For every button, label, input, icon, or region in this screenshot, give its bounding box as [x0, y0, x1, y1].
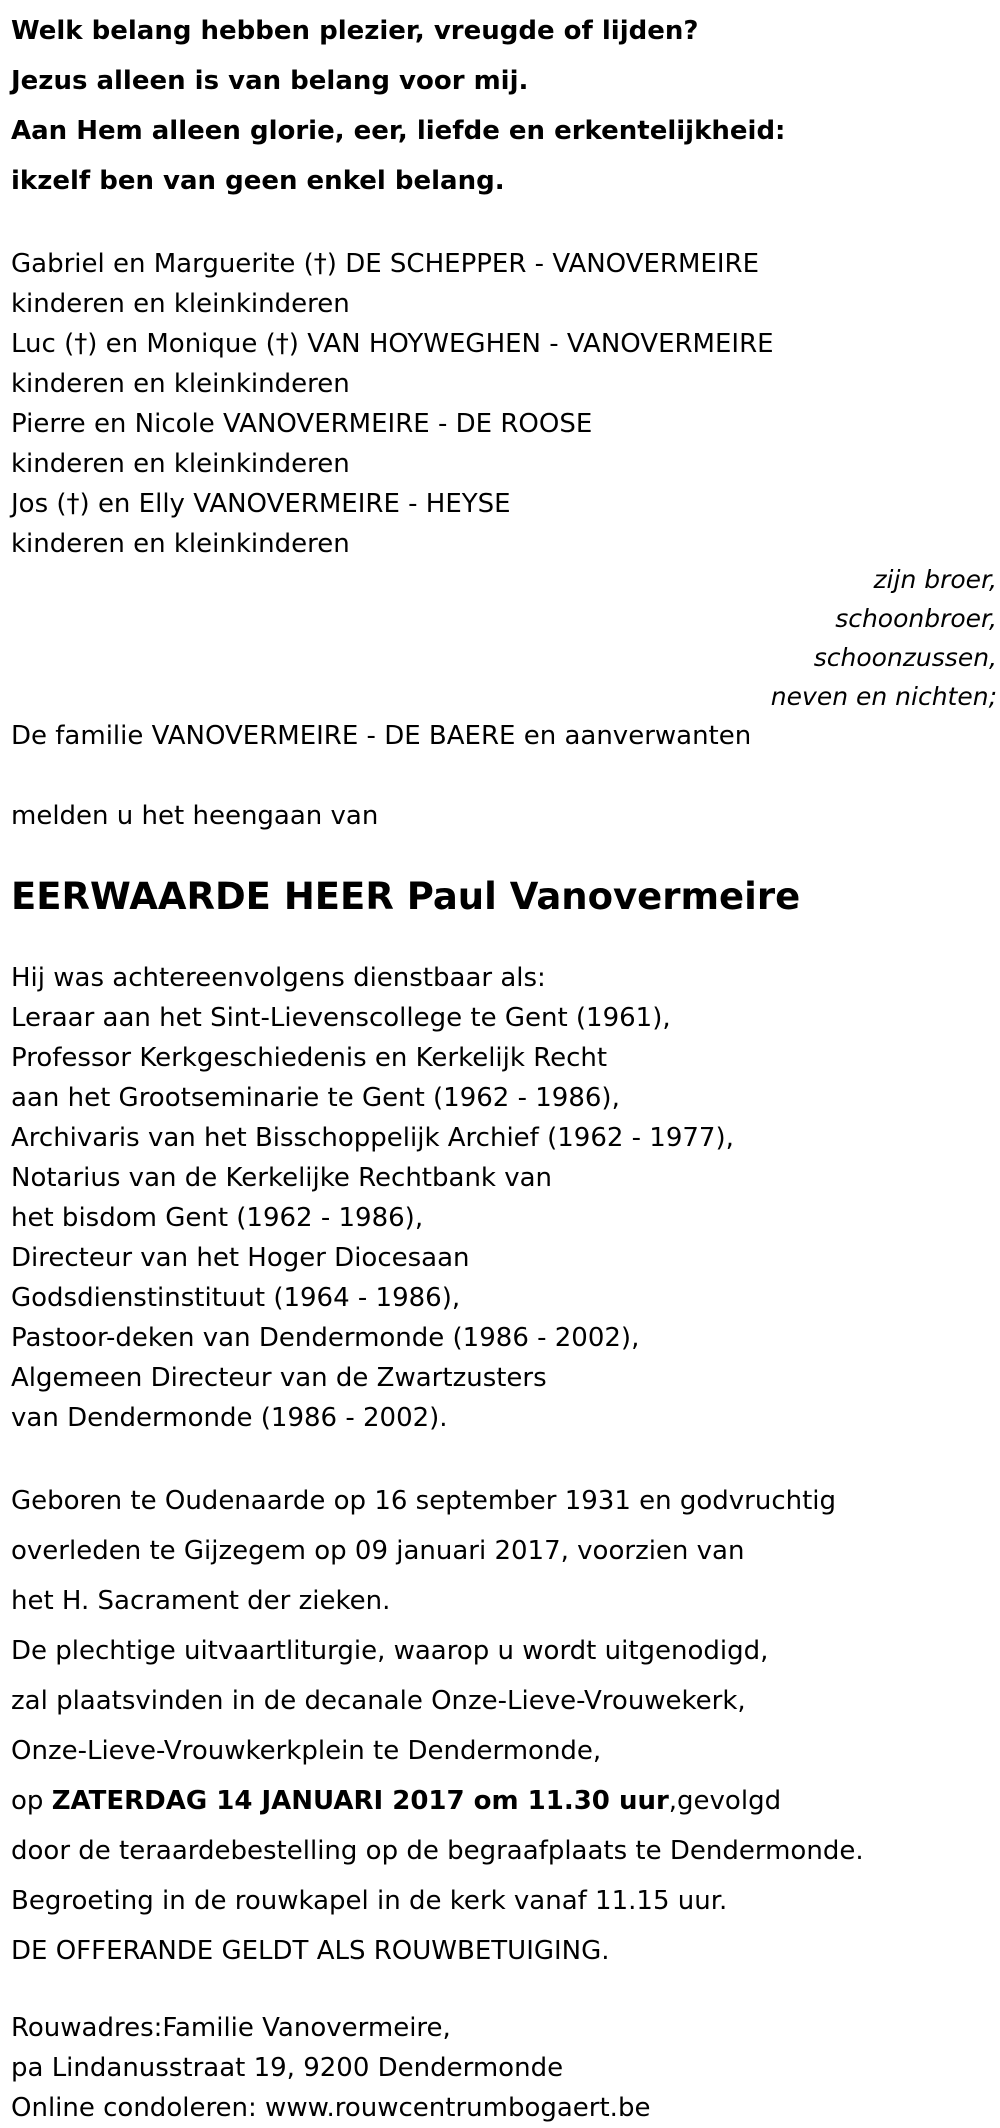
relation-line: zijn broer,: [873, 565, 997, 594]
deceased-name: EERWAARDE HEER Paul Vanovermeire: [11, 875, 801, 918]
announcement: melden u het heengaan van: [11, 801, 379, 831]
date-prefix: op: [11, 1786, 52, 1816]
career-line: Directeur van het Hoger Diocesaan: [11, 1243, 470, 1273]
extended-family: De familie VANOVERMEIRE - DE BAERE en aanverwanten: [11, 721, 752, 751]
relation-line: schoonzussen,: [813, 643, 997, 672]
career-line: Godsdienstinstituut (1964 - 1986),: [11, 1283, 461, 1313]
career-line: aan het Grootseminarie te Gent (1962 - 1986),: [11, 1083, 620, 1113]
poem-line: Aan Hem alleen glorie, eer, liefde en erkentelijkheid:: [11, 116, 786, 146]
family-line: kinderen en kleinkinderen: [11, 529, 350, 559]
invitation-line: De plechtige uitvaartliturgie, waarop u wordt uitgenodigd,: [11, 1636, 769, 1666]
family-line: Luc (†) en Monique (†) VAN HOYWEGHEN - VANOVERMEIRE: [11, 329, 774, 359]
family-line: kinderen en kleinkinderen: [11, 289, 350, 319]
family-line: Jos (†) en Elly VANOVERMEIRE - HEYSE: [11, 489, 511, 519]
death-line: overleden te Gijzegem op 09 januari 2017, voorzien van: [11, 1536, 745, 1566]
birth-line: Geboren te Oudenaarde op 16 september 1931 en godvruchtig: [11, 1486, 837, 1516]
relations: [11, 560, 997, 716]
funeral-date-line: [11, 1776, 1000, 1826]
family-line: Gabriel en Marguerite (†) DE SCHEPPER - VANOVERMEIRE: [11, 249, 759, 279]
greeting-line: Begroeting in de rouwkapel in de kerk vanaf 11.15 uur.: [11, 1886, 728, 1916]
relation-line: neven en nichten;: [770, 682, 997, 711]
address-line: Rouwadres:Familie Vanovermeire,: [11, 2013, 451, 2043]
poem-line: ikzelf ben van geen enkel belang.: [11, 166, 505, 196]
poem-line: Welk belang hebben plezier, vreugde of lijden?: [11, 16, 699, 46]
career-line: Archivaris van het Bisschoppelijk Archief (1962 - 1977),: [11, 1123, 734, 1153]
address-line: pa Lindanusstraat 19, 9200 Dendermonde: [11, 2053, 564, 2083]
funeral-details: [11, 1476, 1000, 1976]
sacrament-line: het H. Sacrament der zieken.: [11, 1586, 391, 1616]
poem: [11, 0, 1000, 206]
career-line: Notarius van de Kerkelijke Rechtbank van: [11, 1163, 553, 1193]
date-suffix: ,gevolgd: [668, 1786, 782, 1816]
family-line: kinderen en kleinkinderen: [11, 449, 350, 479]
poem-line: Jezus alleen is van belang voor mij.: [11, 66, 529, 96]
mourning-address: [11, 2008, 1000, 2128]
burial-line: door de teraardebestelling op de begraafplaats te Dendermonde.: [11, 1836, 864, 1866]
career-line: van Dendermonde (1986 - 2002).: [11, 1403, 448, 1433]
offering-line: DE OFFERANDE GELDT ALS ROUWBETUIGING.: [11, 1936, 610, 1966]
church-address-line: Onze-Lieve-Vrouwkerkplein te Dendermonde,: [11, 1736, 602, 1766]
relation-line: schoonbroer,: [835, 604, 997, 633]
career-line: Pastoor-deken van Dendermonde (1986 - 2002),: [11, 1323, 640, 1353]
career-line: het bisdom Gent (1962 - 1986),: [11, 1203, 424, 1233]
career-line: Professor Kerkgeschiedenis en Kerkelijk Recht: [11, 1043, 608, 1073]
family-line: kinderen en kleinkinderen: [11, 369, 350, 399]
family-list: [11, 244, 1000, 564]
funeral-date: ZATERDAG 14 JANUARI 2017 om 11.30 uur: [51, 1786, 669, 1816]
condolence-link[interactable]: Online condoleren: www.rouwcentrumbogaert.be: [11, 2093, 651, 2123]
career-line: Algemeen Directeur van de Zwartzusters: [11, 1363, 547, 1393]
career-list: [11, 958, 1000, 1438]
family-line: Pierre en Nicole VANOVERMEIRE - DE ROOSE: [11, 409, 593, 439]
career-line: Leraar aan het Sint-Lievenscollege te Gent (1961),: [11, 1003, 671, 1033]
career-line: Hij was achtereenvolgens dienstbaar als:: [11, 963, 546, 993]
church-line: zal plaatsvinden in de decanale Onze-Lieve-Vrouwekerk,: [11, 1686, 746, 1716]
